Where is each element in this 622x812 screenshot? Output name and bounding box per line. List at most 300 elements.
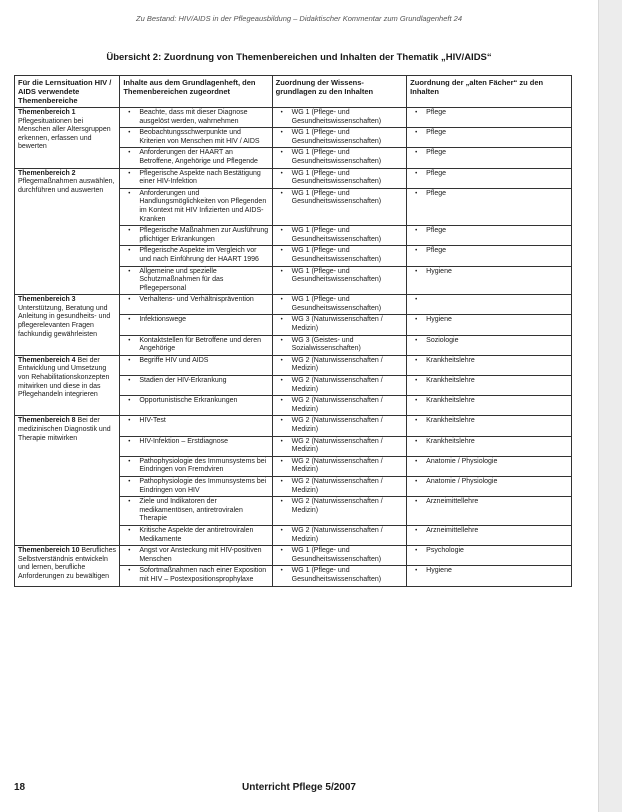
content-cell (120, 376, 272, 396)
wg-text: WG 2 (Naturwissenschaften / Medizin) (291, 457, 383, 474)
fach-cell (407, 476, 572, 496)
bullet-icon: • (415, 357, 418, 364)
wg-cell (272, 396, 407, 416)
bullet-icon: • (280, 418, 283, 425)
theme-cell (15, 416, 120, 546)
content-text-wrap (123, 129, 268, 146)
fach-cell (407, 497, 572, 526)
wg-cell (272, 476, 407, 496)
content-cell (120, 355, 272, 375)
wg-text: WG 2 (Naturwissenschaften / Medizin) (291, 437, 383, 454)
content-cell (120, 436, 272, 456)
wg-cell (272, 266, 407, 295)
wg-text-wrap (276, 296, 404, 313)
bullet-icon: • (128, 398, 131, 405)
content-text-wrap (123, 296, 268, 305)
wg-cell (272, 416, 407, 436)
fach-text: Pflege (426, 109, 447, 116)
fach-text-wrap (410, 268, 568, 277)
wg-cell (272, 376, 407, 396)
fach-text-wrap (410, 547, 568, 556)
content-cell (120, 566, 272, 586)
bullet-icon: • (280, 568, 283, 575)
content-text: Angst vor Ansteckung mit HIV-positiven Menschen (139, 547, 262, 563)
wg-text-wrap (276, 247, 404, 264)
theme-label: Themenbereich 8 (18, 417, 76, 425)
wg-text-wrap (276, 417, 404, 434)
wg-text: WG 1 (Pflege- und Gesundheitswissenschaften) (291, 567, 382, 583)
bullet-icon: • (280, 478, 283, 485)
table-row (15, 546, 572, 566)
wg-text-wrap (276, 129, 404, 146)
fach-cell (407, 335, 572, 355)
bullet-icon: • (280, 317, 283, 324)
fach-text: Pflege (426, 169, 447, 177)
content-text: Anforderungen und Handlungsmöglichkeiten von Pflegenden im Kontext mit HIV Infizierten und AIDS-Kranken (139, 189, 267, 223)
fach-cell (407, 416, 572, 436)
wg-text: WG 3 (Naturwissenschaften / Medizin) (291, 316, 383, 333)
fach-cell (407, 376, 572, 396)
page-number: 18 (14, 782, 26, 793)
bullet-icon: • (415, 170, 418, 177)
bullet-icon: • (280, 357, 283, 364)
content-text: Begriffe HIV und AIDS (139, 356, 209, 364)
content-text: Pflegerische Maßnahmen zur Ausführung pflichtiger Erkrankungen (139, 227, 269, 243)
bullet-icon: • (280, 438, 283, 445)
wg-text: WG 2 (Naturwissenschaften / Medizin) (291, 477, 383, 494)
table-row (15, 295, 572, 315)
bullet-icon: • (280, 248, 283, 255)
fach-text-wrap (410, 377, 568, 386)
fach-text-wrap (410, 247, 568, 256)
wg-text-wrap (276, 268, 404, 285)
bullet-icon: • (415, 297, 418, 304)
bullet-icon: • (415, 458, 418, 465)
fach-cell (407, 295, 572, 315)
theme-label: Themenbereich 4 (18, 356, 76, 364)
running-head: Zu Bestand: HIV/AIDS in der Pflegeausbildung – Didaktischer Kommentar zum Grundlagenheft 24 (135, 14, 462, 23)
content-text-wrap (123, 498, 268, 524)
fach-text: Hygiene (426, 267, 452, 275)
fach-text-wrap (410, 190, 568, 199)
content-text-wrap (123, 190, 268, 224)
bullet-icon: • (415, 317, 418, 324)
content-cell (120, 295, 272, 315)
content-text-wrap (123, 458, 268, 475)
wg-text-wrap (276, 397, 404, 414)
wg-text: WG 2 (Naturwissenschaften / Medizin) (291, 498, 383, 514)
fach-cell (407, 266, 572, 295)
fach-text-wrap (410, 109, 568, 118)
bullet-icon: • (415, 418, 418, 425)
wg-text: WG 3 (Geistes- und Sozialwissenschaften) (291, 336, 361, 353)
wg-text: WG 2 (Naturwissenschaften / Medizin) (291, 356, 383, 373)
header-faecher: Zuordnung der „alten Fächer“ zu den Inhalten (407, 76, 572, 108)
fach-cell (407, 226, 572, 246)
wg-cell (272, 246, 407, 266)
bullet-icon: • (280, 150, 283, 157)
wg-text-wrap (276, 478, 404, 495)
bullet-icon: • (128, 190, 131, 197)
bullet-icon: • (128, 248, 131, 255)
fach-cell (407, 436, 572, 456)
wg-cell (272, 168, 407, 188)
fach-cell (407, 546, 572, 566)
fach-cell (407, 396, 572, 416)
theme-description: Unterstützung, Beratung und Anleitung in gesundheits- und pflegerelevanten Fragen fachkundig gewährleisten (18, 304, 111, 338)
content-text: Ziele und Indikatoren der medikamentösen, antiretroviralen Therapie (139, 498, 243, 523)
wg-text-wrap (276, 547, 404, 564)
content-text-wrap (123, 567, 268, 584)
fach-cell (407, 188, 572, 225)
content-cell (120, 246, 272, 266)
content-cell (120, 168, 272, 188)
wg-cell (272, 456, 407, 476)
content-text: Infektionswege (139, 316, 187, 324)
wg-text: WG 1 (Pflege- und Gesundheitswissenschaften) (291, 296, 382, 312)
content-text-wrap (123, 357, 268, 366)
wg-text-wrap (276, 316, 404, 333)
theme-cell (15, 295, 120, 356)
content-text-wrap (123, 316, 268, 325)
content-cell (120, 335, 272, 355)
content-cell (120, 416, 272, 436)
theme-description: Pflegesituationen bei Menschen aller Altersgruppen erkennen, erfassen und bewerten (18, 117, 111, 151)
content-cell (120, 188, 272, 225)
wg-cell (272, 148, 407, 168)
theme-description: Berufliches Selbstverständnis entwickeln und lernen, berufliche Anforderungen zu bewältigen (18, 547, 117, 580)
wg-text: WG 1 (Pflege- und Gesundheitswissenschaften) (291, 267, 382, 284)
bullet-icon: • (415, 337, 418, 344)
wg-text-wrap (276, 190, 404, 207)
wg-text-wrap (276, 498, 404, 515)
theme-cell (15, 168, 120, 295)
bullet-icon: • (415, 110, 418, 116)
bullet-icon: • (128, 297, 131, 304)
bullet-icon: • (128, 317, 131, 324)
content-cell (120, 226, 272, 246)
content-cell (120, 456, 272, 476)
fach-text: Arzneimittellehre (426, 498, 479, 506)
content-text: Pflegerische Aspekte im Vergleich vor und nach Einführung der HAART 1996 (139, 247, 259, 263)
bullet-icon: • (128, 548, 131, 555)
journal-footer: Unterricht Pflege 5/2007 (242, 782, 356, 793)
wg-cell (272, 188, 407, 225)
fach-text: Krankheitslehre (426, 437, 475, 445)
bullet-icon: • (415, 499, 418, 506)
fach-text-wrap (410, 316, 568, 325)
bullet-icon: • (415, 268, 418, 275)
bullet-icon: • (280, 190, 283, 197)
fach-text-wrap (410, 478, 568, 487)
wg-cell (272, 128, 407, 148)
bullet-icon: • (128, 438, 131, 445)
fach-text-wrap (410, 170, 568, 179)
content-text-wrap (123, 227, 268, 244)
content-text-wrap (123, 247, 268, 264)
wg-text-wrap (276, 377, 404, 394)
wg-cell (272, 315, 407, 335)
bullet-icon: • (415, 478, 418, 485)
bullet-icon: • (415, 150, 418, 157)
content-text: Kritische Aspekte der antiretroviralen Medikamente (139, 526, 254, 543)
fach-text-wrap (410, 527, 568, 536)
wg-text: WG 2 (Naturwissenschaften / Medizin) (291, 417, 383, 433)
wg-cell (272, 436, 407, 456)
content-text: Verhaltens- und Verhältnisprävention (139, 296, 254, 304)
bullet-icon: • (415, 438, 418, 445)
bullet-icon: • (280, 548, 283, 555)
wg-text-wrap (276, 567, 404, 584)
fach-text-wrap (410, 296, 568, 305)
fach-text-wrap (410, 458, 568, 467)
wg-text: WG 1 (Pflege- und Gesundheitswissenschaften) (291, 247, 382, 263)
fach-text-wrap (410, 129, 568, 138)
bullet-icon: • (128, 499, 131, 506)
fach-text: Pflege (426, 189, 447, 197)
content-cell (120, 546, 272, 566)
content-cell (120, 497, 272, 526)
fach-cell (407, 456, 572, 476)
wg-cell (272, 335, 407, 355)
wg-cell (272, 295, 407, 315)
wg-cell (272, 355, 407, 375)
table-header-row (15, 76, 572, 108)
bullet-icon: • (280, 228, 283, 235)
content-text-wrap (123, 109, 268, 126)
fach-text: Krankheitslehre (426, 417, 475, 425)
wg-cell (272, 525, 407, 545)
bullet-icon: • (415, 527, 418, 534)
wg-text: WG 1 (Pflege- und Gesundheitswissenschaften) (291, 189, 382, 206)
content-text: Sofortmaßnahmen nach einer Exposition mit HIV – Postexpositionsprophylaxe (139, 567, 267, 583)
bullet-icon: • (128, 568, 131, 575)
bullet-icon: • (128, 337, 131, 344)
wg-text-wrap (276, 227, 404, 244)
bullet-icon: • (128, 478, 131, 485)
bullet-icon: • (415, 190, 418, 197)
fach-text-wrap (410, 397, 568, 406)
bullet-icon: • (415, 130, 418, 137)
wg-cell (272, 566, 407, 586)
theme-description: Bei der Entwicklung und Umsetzung von Rehabilitationskonzepten mitwirken und diese in das Pflegehandeln integrieren (18, 356, 110, 399)
theme-label: Themenbereich 1 (18, 109, 76, 116)
content-cell (120, 315, 272, 335)
header-inhalte: Inhalte aus dem Grundlagenheft, den Themenbereichen zugeordnet (120, 76, 272, 108)
wg-text-wrap (276, 357, 404, 374)
bullet-icon: • (415, 398, 418, 405)
bullet-icon: • (280, 458, 283, 465)
bullet-icon: • (280, 110, 283, 116)
content-cell (120, 396, 272, 416)
fach-cell (407, 108, 572, 128)
content-cell (120, 266, 272, 295)
bullet-icon: • (280, 170, 283, 177)
bullet-icon: • (128, 458, 131, 465)
wg-cell (272, 497, 407, 526)
bullet-icon: • (128, 228, 131, 235)
bullet-icon: • (128, 268, 131, 275)
theme-label: Themenbereich 2 (18, 169, 76, 177)
fach-text-wrap (410, 417, 568, 426)
content-text: Kontaktstellen für Betroffene und deren Angehörige (139, 336, 262, 353)
wg-text-wrap (276, 527, 404, 544)
fach-text: Anatomie / Physiologie (426, 477, 498, 485)
fach-text: Hygiene (426, 316, 452, 324)
content-text-wrap (123, 149, 268, 166)
fach-text: Anatomie / Physiologie (426, 457, 498, 465)
content-cell (120, 525, 272, 545)
theme-label: Themenbereich 3 (18, 296, 76, 304)
theme-cell (15, 355, 120, 416)
bullet-icon: • (415, 568, 418, 575)
bullet-icon: • (128, 170, 131, 177)
bullet-icon: • (280, 297, 283, 304)
fach-text: Pflege (426, 247, 447, 255)
table-row (15, 416, 572, 436)
fach-cell (407, 246, 572, 266)
wg-text: WG 2 (Naturwissenschaften / Medizin) (291, 526, 383, 543)
content-cell (120, 148, 272, 168)
wg-text: WG 2 (Naturwissenschaften / Medizin) (291, 377, 383, 393)
bullet-icon: • (280, 499, 283, 506)
content-text: Beobachtungsschwerpunkte und Kriterien von Menschen mit HIV / AIDS (139, 129, 260, 145)
wg-text-wrap (276, 458, 404, 475)
scan-page-edge (598, 0, 622, 812)
bullet-icon: • (280, 398, 283, 405)
bullet-icon: • (280, 337, 283, 344)
fach-text: Pflege (426, 227, 447, 235)
wg-text-wrap (276, 438, 404, 455)
theme-description: Bei der medizinischen Diagnostik und Therapie mitwirken (18, 417, 111, 442)
bullet-icon: • (128, 110, 131, 116)
wg-text: WG 2 (Naturwissenschaften / Medizin) (291, 397, 383, 413)
theme-label: Themenbereich 10 (18, 547, 80, 555)
content-text: Anforderungen der HAART an Betroffene, Angehörige und Pflegende (139, 149, 258, 165)
content-text-wrap (123, 377, 268, 386)
wg-text: WG 1 (Pflege- und Gesundheitswissenschaften) (291, 169, 382, 186)
fach-cell (407, 525, 572, 545)
content-cell (120, 476, 272, 496)
content-text: Pathophysiologie des Immunsystems bei Eindringen von Fremdviren (139, 457, 267, 474)
content-text-wrap (123, 170, 268, 187)
content-text: Beachte, dass mit dieser Diagnose ausgelöst werden, wahrnehmen (139, 109, 248, 125)
theme-description: Pflegemaßnahmen auswählen, durchführen und auswerten (18, 178, 115, 194)
bullet-icon: • (280, 268, 283, 275)
bullet-icon: • (415, 548, 418, 555)
wg-text: WG 1 (Pflege- und Gesundheitswissenschaften) (291, 547, 382, 563)
content-text-wrap (123, 268, 268, 294)
bullet-icon: • (128, 150, 131, 157)
fach-text: Krankheitslehre (426, 397, 475, 405)
fach-text-wrap (410, 337, 568, 346)
fach-text: Psychologie (426, 547, 464, 555)
theme-cell (15, 108, 120, 169)
fach-text-wrap (410, 438, 568, 447)
header-themenbereiche: Für die Lernsituation HIV / AIDS verwendete Themenbereiche (15, 76, 120, 108)
fach-text: Krankheitslehre (426, 356, 475, 364)
fach-text: Krankheitslehre (426, 377, 475, 385)
fach-cell (407, 148, 572, 168)
bullet-icon: • (128, 527, 131, 534)
bullet-icon: • (280, 130, 283, 137)
wg-text: WG 1 (Pflege- und Gesundheitswissenschaften) (291, 149, 382, 165)
content-text-wrap (123, 417, 268, 426)
page-title: Übersicht 2: Zuordnung von Themenbereichen und Inhalten der Thematik „HIV/AIDS“ (106, 52, 492, 63)
content-cell (120, 128, 272, 148)
fach-text-wrap (410, 149, 568, 158)
wg-text: WG 1 (Pflege- und Gesundheitswissenschaften) (291, 227, 382, 243)
content-text: Opportunistische Erkrankungen (139, 397, 238, 405)
bullet-icon: • (128, 130, 131, 137)
overview-table (14, 75, 572, 587)
content-text-wrap (123, 527, 268, 544)
fach-cell (407, 566, 572, 586)
fach-cell (407, 315, 572, 335)
content-cell (120, 108, 272, 128)
wg-cell (272, 108, 407, 128)
bullet-icon: • (415, 378, 418, 385)
content-text: HIV-Test (139, 417, 166, 425)
wg-text: WG 1 (Pflege- und Gesundheitswissenschaften) (291, 109, 382, 125)
fach-text (426, 296, 568, 305)
content-text-wrap (123, 478, 268, 495)
content-text: HIV-Infektion – Erstdiagnose (139, 437, 229, 445)
table-row (15, 168, 572, 188)
fach-cell (407, 128, 572, 148)
wg-text-wrap (276, 170, 404, 187)
content-text: Allgemeine und spezielle Schutzmaßnahmen für das Pflegepersonal (139, 267, 224, 292)
header-wissensgrundlagen: Zuordnung der Wissens-grundlagen zu den Inhalten (272, 76, 407, 108)
theme-cell (15, 546, 120, 586)
bullet-icon: • (280, 527, 283, 534)
fach-text-wrap (410, 498, 568, 507)
bullet-icon: • (415, 248, 418, 255)
wg-text: WG 1 (Pflege- und Gesundheitswissenschaften) (291, 129, 382, 145)
bullet-icon: • (128, 357, 131, 364)
content-text: Pathophysiologie des Immunsystems bei Eindringen von HIV (139, 477, 267, 494)
fach-text-wrap (410, 357, 568, 366)
bullet-icon: • (280, 378, 283, 385)
bullet-icon: • (128, 378, 131, 385)
content-text-wrap (123, 438, 268, 447)
wg-cell (272, 546, 407, 566)
fach-text-wrap (410, 567, 568, 576)
fach-cell (407, 355, 572, 375)
wg-cell (272, 226, 407, 246)
bullet-icon: • (415, 228, 418, 235)
fach-text-wrap (410, 227, 568, 236)
content-text-wrap (123, 337, 268, 354)
table-body (15, 108, 572, 587)
content-text: Stadien der HIV-Erkrankung (139, 377, 227, 385)
wg-text-wrap (276, 149, 404, 166)
content-text-wrap (123, 547, 268, 564)
content-text: Pflegerische Aspekte nach Bestätigung einer HIV-Infektion (139, 169, 261, 186)
table-row (15, 355, 572, 375)
fach-text: Arzneimittellehre (426, 526, 479, 534)
wg-text-wrap (276, 337, 404, 354)
table-row (15, 108, 572, 128)
bullet-icon: • (128, 418, 131, 425)
fach-text: Hygiene (426, 567, 452, 575)
fach-text: Pflege (426, 129, 447, 137)
fach-text: Pflege (426, 149, 447, 157)
fach-cell (407, 168, 572, 188)
wg-text-wrap (276, 109, 404, 126)
content-text-wrap (123, 397, 268, 406)
fach-text: Soziologie (426, 336, 459, 344)
